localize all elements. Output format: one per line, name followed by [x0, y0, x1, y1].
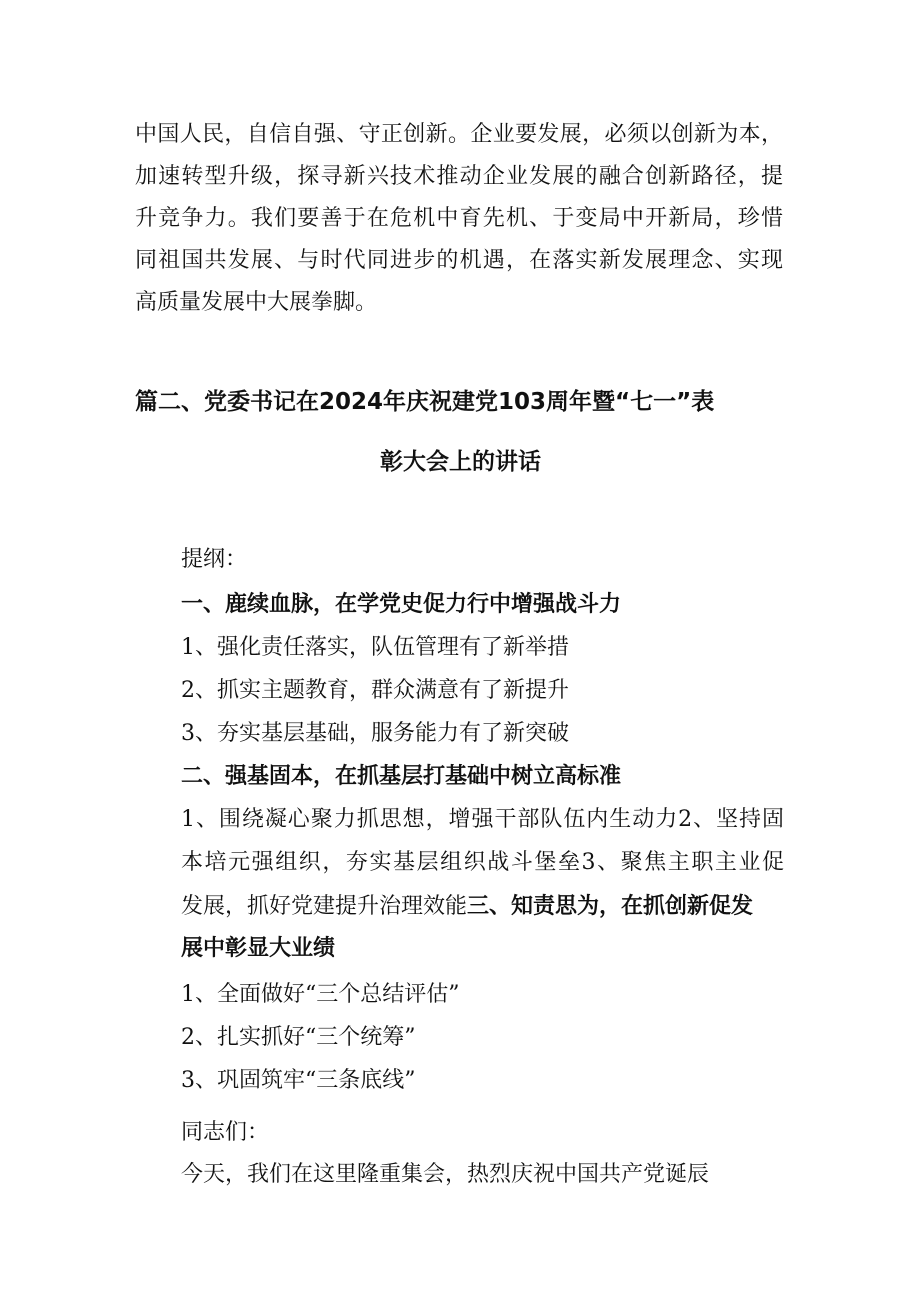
outline-label: 提纲： — [181, 547, 248, 572]
body-line: 今天，我们在这里隆重集会，热烈庆祝中国共产党诞辰 — [181, 1162, 710, 1187]
outline-item: 3、夯实基层基础，服务能力有了新突破 — [181, 721, 569, 746]
outline-item: 1、全面做好“三个总结评估” — [181, 982, 460, 1007]
outline-paragraph-line-3 — [181, 891, 753, 922]
intro-line-2: 加速转型升级，探寻新兴技术推动企业发展的融合创新路径，提 — [135, 164, 783, 189]
intro-line-3: 升竞争力。我们要善于在危机中育先机、于变局中开新局，珍惜 — [135, 206, 783, 231]
intro-line-4: 同祖国共发展、与时代同进步的机遇，在落实新发展理念、实现 — [135, 248, 783, 273]
outline-heading-1: 一、鹿续血脉，在学党史促力行中增强战斗力 — [181, 592, 622, 617]
outline-paragraph-line-4: 展中彰显大业绩 — [181, 936, 336, 961]
outline-heading-3: 三、知责思为，在抓创新促发 — [467, 894, 754, 919]
outline-item: 2、抓实主题教育，群众满意有了新提升 — [181, 678, 569, 703]
outline-paragraph-line-2: 本培元强组织，夯实基层组织战斗堡垒3、聚焦主职主业促 — [181, 850, 784, 875]
intro-line-5: 高质量发展中大展拳脚。 — [135, 290, 378, 315]
intro-line-1: 中国人民，自信自强、守正创新。企业要发展，必须以创新为本， — [135, 122, 783, 147]
outline-paragraph-line-1: 1、围绕凝心聚力抓思想，增强干部队伍内生动力2、坚持固 — [181, 807, 784, 832]
outline-heading-2: 二、强基固本，在抓基层打基础中树立高标准 — [181, 764, 622, 789]
outline-item: 3、巩固筑牢“三条底线” — [181, 1068, 416, 1093]
section-title-line-1: 篇二、党委书记在2024年庆祝建党103周年暨“七一”表 — [135, 389, 715, 415]
outline-item: 1、强化责任落实，队伍管理有了新举措 — [181, 635, 569, 660]
outline-item: 2、扎实抓好“三个统筹” — [181, 1025, 416, 1050]
section-title-line-2: 彰大会上的讲话 — [380, 449, 541, 475]
greeting: 同志们： — [181, 1120, 270, 1145]
outline-paragraph-line-3-part-a: 发展，抓好党建提升治理效能 — [181, 894, 468, 919]
